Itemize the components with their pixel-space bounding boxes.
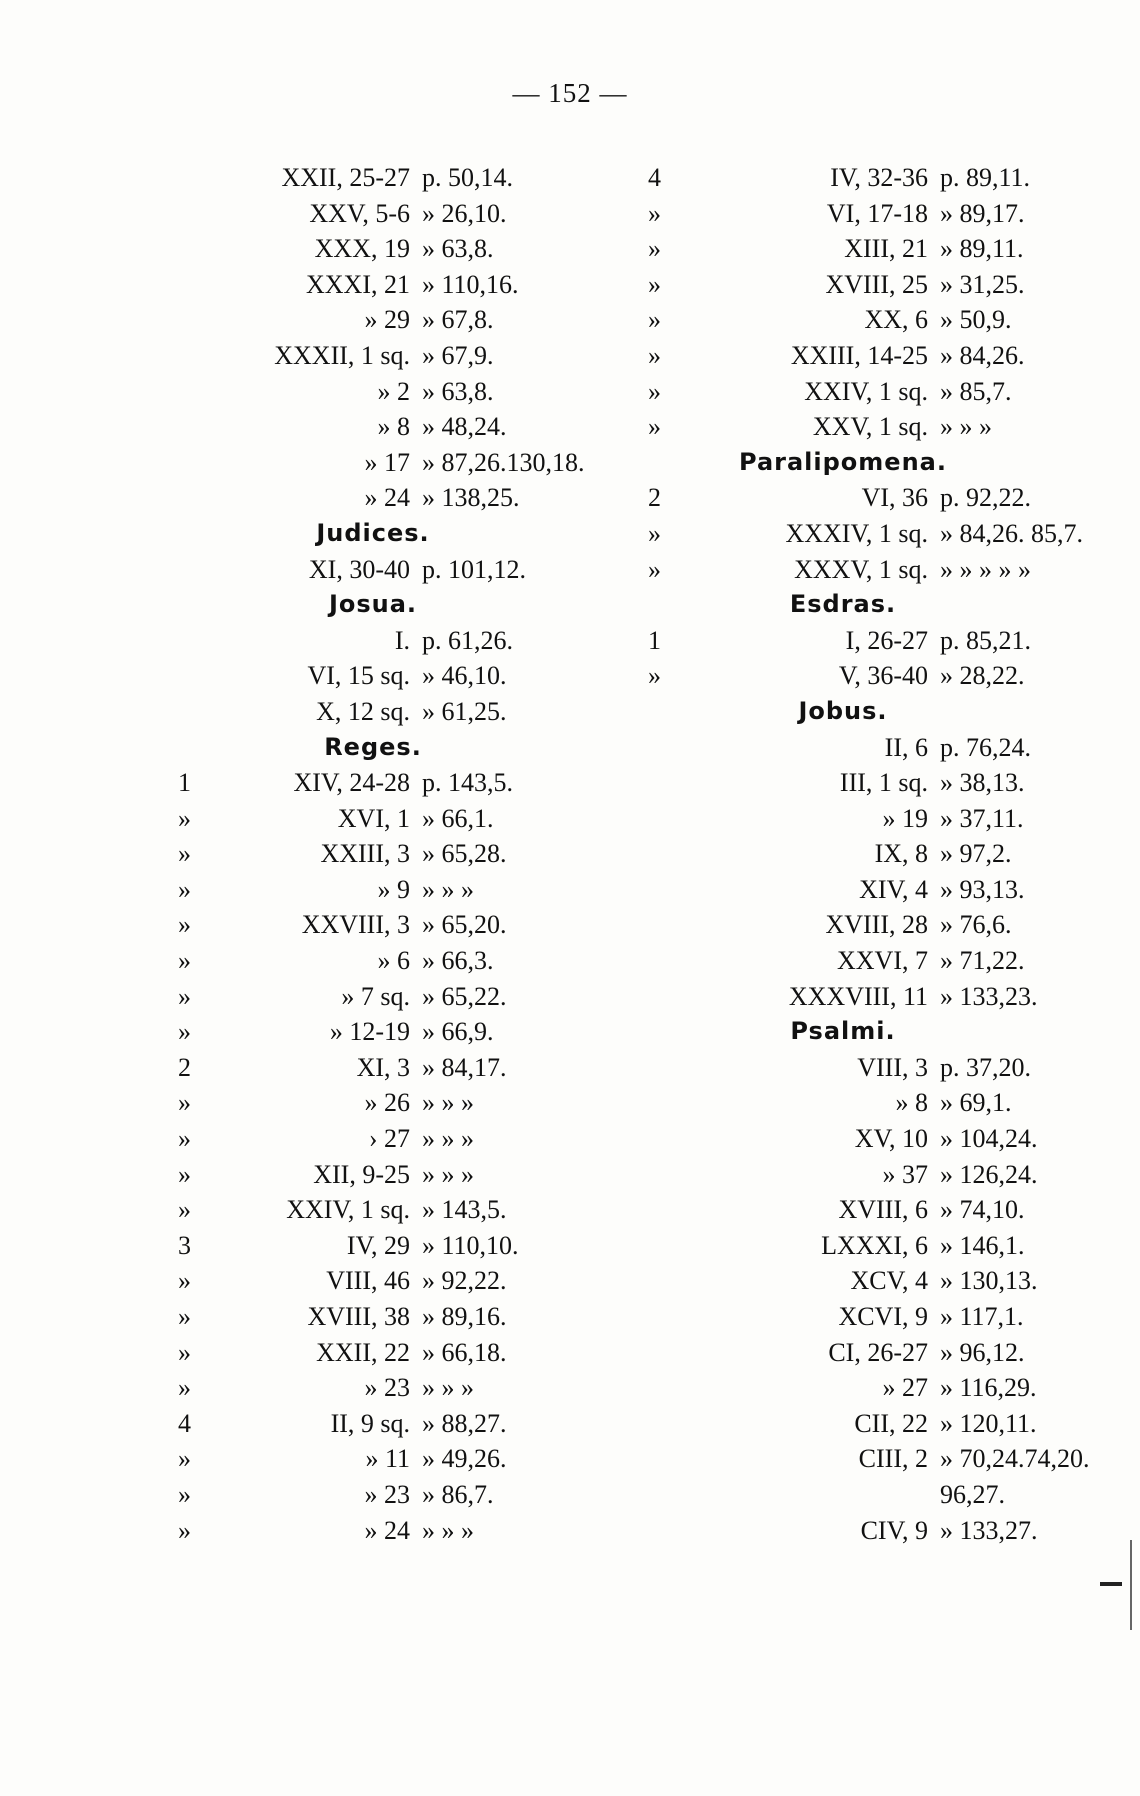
chapter-verse-ref: XXXI, 21 bbox=[306, 269, 410, 299]
chapter-verse-ref: LXXXI, 6 bbox=[821, 1230, 928, 1260]
page-reference: » 65,28. bbox=[422, 839, 507, 869]
book-number: 4 bbox=[178, 1408, 191, 1438]
book-number: » bbox=[178, 1337, 191, 1367]
page-reference: » 67,9. bbox=[422, 340, 494, 370]
index-entry bbox=[648, 623, 1108, 659]
page-reference: » » » bbox=[940, 412, 992, 442]
index-entry bbox=[178, 1299, 608, 1335]
index-entry bbox=[178, 943, 608, 979]
chapter-verse-ref: VI, 17-18 bbox=[826, 198, 928, 228]
index-entry bbox=[648, 1085, 1108, 1121]
book-number: » bbox=[648, 518, 661, 548]
index-entry bbox=[648, 409, 1108, 445]
chapter-verse-ref: › 27 bbox=[368, 1124, 410, 1154]
chapter-verse-ref: CIV, 9 bbox=[860, 1515, 928, 1545]
chapter-verse-ref: II, 6 bbox=[884, 732, 928, 762]
book-number: 1 bbox=[178, 768, 191, 798]
chapter-verse-ref: » 9 bbox=[377, 874, 410, 904]
index-entry bbox=[648, 480, 1108, 516]
chapter-verse-ref: CIII, 2 bbox=[858, 1444, 928, 1474]
index-entry bbox=[648, 267, 1108, 303]
index-entry bbox=[648, 765, 1108, 801]
chapter-verse-ref: IX, 8 bbox=[874, 839, 928, 869]
chapter-verse-ref: XXIII, 14-25 bbox=[790, 340, 928, 370]
chapter-verse-ref: » 2 bbox=[377, 376, 410, 406]
chapter-verse-ref: XVIII, 28 bbox=[825, 910, 928, 940]
index-entry bbox=[648, 943, 1108, 979]
index-entry bbox=[178, 302, 608, 338]
page-reference: p. 92,22. bbox=[940, 483, 1031, 513]
index-entry bbox=[648, 374, 1108, 410]
page-reference: » 85,7. bbox=[940, 376, 1012, 406]
index-entry bbox=[178, 374, 608, 410]
chapter-verse-ref: » 8 bbox=[377, 412, 410, 442]
page-reference: » 116,29. bbox=[940, 1373, 1037, 1403]
page-reference: » 65,20. bbox=[422, 910, 507, 940]
index-entry bbox=[648, 658, 1108, 694]
index-entry bbox=[178, 338, 608, 374]
chapter-verse-ref: X, 12 sq. bbox=[316, 696, 410, 726]
page-reference: » 67,8. bbox=[422, 305, 494, 335]
chapter-verse-ref: XVIII, 6 bbox=[838, 1195, 928, 1225]
page-reference: » » » » » bbox=[940, 554, 1031, 584]
chapter-verse-ref: XXXV, 1 sq. bbox=[794, 554, 928, 584]
page-reference: » » » bbox=[422, 1373, 474, 1403]
index-entry bbox=[178, 658, 608, 694]
index-entry bbox=[178, 1370, 608, 1406]
page-reference: » 126,24. bbox=[940, 1159, 1038, 1189]
page-reference: » » » bbox=[422, 1124, 474, 1154]
index-entry bbox=[648, 1228, 1108, 1264]
index-entry bbox=[648, 552, 1108, 588]
chapter-verse-ref: IV, 29 bbox=[346, 1230, 410, 1260]
index-entry bbox=[178, 1335, 608, 1371]
page-reference: » 65,22. bbox=[422, 981, 507, 1011]
chapter-verse-ref: XI, 3 bbox=[356, 1052, 410, 1082]
page-reference: » 110,16. bbox=[422, 269, 519, 299]
book-number: » bbox=[648, 305, 661, 335]
index-entry bbox=[178, 1228, 608, 1264]
book-number: » bbox=[178, 1444, 191, 1474]
chapter-verse-ref: IV, 32-36 bbox=[830, 163, 928, 192]
chapter-verse-ref: XXV, 5-6 bbox=[309, 198, 410, 228]
book-number: » bbox=[648, 234, 661, 264]
chapter-verse-ref: I, 26-27 bbox=[845, 625, 928, 655]
page-reference: » » » bbox=[422, 874, 474, 904]
chapter-verse-ref: » 12-19 bbox=[329, 1017, 410, 1047]
page-reference: p. 76,24. bbox=[940, 732, 1031, 762]
index-entry bbox=[178, 907, 608, 943]
book-number: » bbox=[178, 1159, 191, 1189]
index-entry bbox=[648, 836, 1108, 872]
page-reference: » 71,22. bbox=[940, 946, 1025, 976]
chapter-verse-ref: XV, 10 bbox=[854, 1124, 928, 1154]
book-number: » bbox=[178, 1195, 191, 1225]
index-entry bbox=[648, 302, 1108, 338]
index-entry bbox=[178, 765, 608, 801]
book-number: » bbox=[648, 340, 661, 370]
page-reference: p. 143,5. bbox=[422, 768, 513, 798]
chapter-verse-ref: XXV, 1 sq. bbox=[812, 412, 928, 442]
index-entry bbox=[648, 872, 1108, 908]
chapter-verse-ref: XCV, 4 bbox=[850, 1266, 928, 1296]
chapter-verse-ref: XIV, 24-28 bbox=[293, 768, 410, 798]
chapter-verse-ref: V, 36-40 bbox=[838, 661, 928, 691]
chapter-verse-ref: XVIII, 25 bbox=[825, 269, 928, 299]
chapter-verse-ref: XVI, 1 bbox=[337, 803, 410, 833]
chapter-verse-ref: » 29 bbox=[364, 305, 410, 335]
chapter-verse-ref: XXVI, 7 bbox=[837, 946, 928, 976]
page-reference: » 146,1. bbox=[940, 1230, 1025, 1260]
index-entry bbox=[178, 1263, 608, 1299]
page-reference: » 89,17. bbox=[940, 198, 1025, 228]
page-reference: » 66,3. bbox=[422, 946, 494, 976]
page-reference: p. 89,11. bbox=[940, 163, 1031, 192]
chapter-verse-ref: » 27 bbox=[882, 1373, 928, 1403]
page-reference: » 28,22. bbox=[940, 661, 1025, 691]
index-entry bbox=[178, 979, 608, 1015]
chapter-verse-ref: » 24 bbox=[364, 1515, 410, 1545]
section-heading: Paralipomena. bbox=[739, 447, 947, 476]
page-reference: » 110,10. bbox=[422, 1230, 519, 1260]
scan-edge-line bbox=[1130, 1540, 1132, 1630]
page-reference: » 31,25. bbox=[940, 269, 1025, 299]
index-entry bbox=[648, 1370, 1108, 1406]
book-number: » bbox=[178, 874, 191, 904]
index-entry bbox=[648, 338, 1108, 374]
index-entry bbox=[648, 1477, 1108, 1513]
chapter-verse-ref: » 23 bbox=[364, 1479, 410, 1509]
chapter-verse-ref: CII, 22 bbox=[854, 1408, 928, 1438]
chapter-verse-ref: » 19 bbox=[882, 803, 928, 833]
book-number: » bbox=[648, 412, 661, 442]
scan-margin-mark bbox=[1100, 1582, 1122, 1586]
left-index-column bbox=[178, 160, 608, 1548]
book-number: » bbox=[648, 661, 661, 691]
page-reference: p. 85,21. bbox=[940, 625, 1031, 655]
page-reference: » 63,8. bbox=[422, 376, 494, 406]
index-entry bbox=[648, 231, 1108, 267]
chapter-verse-ref: XIII, 21 bbox=[844, 234, 928, 264]
chapter-verse-ref: XXIV, 1 sq. bbox=[804, 376, 928, 406]
page-reference: » 74,10. bbox=[940, 1195, 1025, 1225]
chapter-verse-ref: » 11 bbox=[365, 1444, 410, 1474]
index-entry bbox=[178, 160, 608, 196]
book-number: » bbox=[178, 803, 191, 833]
index-entry bbox=[178, 836, 608, 872]
chapter-verse-ref: » 17 bbox=[364, 447, 410, 477]
page-reference: » 117,1. bbox=[940, 1302, 1024, 1331]
page-reference: » 46,10. bbox=[422, 661, 507, 691]
page-reference: » 130,13. bbox=[940, 1266, 1038, 1296]
page-reference: » 133,27. bbox=[940, 1515, 1038, 1545]
section-heading: Reges. bbox=[324, 732, 422, 761]
index-entry bbox=[178, 445, 608, 481]
chapter-verse-ref: XCVI, 9 bbox=[838, 1302, 928, 1331]
index-entry bbox=[648, 1513, 1108, 1549]
chapter-verse-ref: I. bbox=[394, 625, 410, 655]
index-entry bbox=[178, 231, 608, 267]
section-heading: Jobus. bbox=[798, 696, 888, 725]
page-reference: » » » bbox=[422, 1088, 474, 1118]
chapter-verse-ref: XX, 6 bbox=[864, 305, 928, 335]
page-reference: » 66,18. bbox=[422, 1337, 507, 1367]
book-number: 4 bbox=[648, 163, 661, 192]
chapter-verse-ref: VIII, 3 bbox=[857, 1052, 928, 1082]
index-entry bbox=[178, 409, 608, 445]
page-reference: » 61,25. bbox=[422, 696, 507, 726]
chapter-verse-ref: XXIV, 1 sq. bbox=[286, 1195, 410, 1225]
chapter-verse-ref: VI, 36 bbox=[861, 483, 928, 513]
page-reference: » 49,26. bbox=[422, 1444, 507, 1474]
book-number: » bbox=[178, 1088, 191, 1118]
section-heading: Psalmi. bbox=[790, 1017, 896, 1046]
book-number: 2 bbox=[178, 1052, 191, 1082]
page-reference: » 86,7. bbox=[422, 1479, 494, 1509]
page-number: — 152 — bbox=[512, 78, 628, 108]
index-entry bbox=[178, 623, 608, 659]
page-reference: » 89,11. bbox=[940, 234, 1024, 264]
index-entry bbox=[178, 1406, 608, 1442]
chapter-verse-ref: VI, 15 sq. bbox=[307, 661, 410, 691]
book-number: 2 bbox=[648, 483, 661, 513]
page-reference: » 63,8. bbox=[422, 234, 494, 264]
page-reference: » 93,13. bbox=[940, 874, 1025, 904]
index-entry bbox=[178, 267, 608, 303]
index-entry bbox=[178, 552, 608, 588]
index-entry bbox=[178, 480, 608, 516]
page-reference: p. 50,14. bbox=[422, 163, 513, 192]
index-entry bbox=[178, 1441, 608, 1477]
page-reference: p. 101,12. bbox=[422, 554, 526, 584]
chapter-verse-ref: XIV, 4 bbox=[859, 874, 928, 904]
book-number: » bbox=[178, 1373, 191, 1403]
section-heading: Judices. bbox=[316, 518, 430, 547]
page-reference: » 96,12. bbox=[940, 1337, 1025, 1367]
page-reference: » 48,24. bbox=[422, 412, 507, 442]
page-reference: » 138,25. bbox=[422, 483, 520, 513]
index-entry bbox=[648, 730, 1108, 766]
chapter-verse-ref: XXII, 25-27 bbox=[281, 163, 410, 192]
index-entry bbox=[648, 1299, 1108, 1335]
page-reference: » 104,24. bbox=[940, 1124, 1038, 1154]
page-reference: » » » bbox=[422, 1515, 474, 1545]
chapter-verse-ref: » 26 bbox=[364, 1088, 410, 1118]
index-entry bbox=[178, 1477, 608, 1513]
book-number: » bbox=[648, 554, 661, 584]
section-heading: Esdras. bbox=[789, 590, 897, 619]
index-entry bbox=[178, 694, 608, 730]
book-number: » bbox=[178, 1017, 191, 1047]
page-reference: » 133,23. bbox=[940, 981, 1038, 1011]
chapter-verse-ref: CI, 26-27 bbox=[828, 1337, 928, 1367]
index-entry bbox=[648, 907, 1108, 943]
index-entry bbox=[648, 1335, 1108, 1371]
index-entry bbox=[178, 1085, 608, 1121]
page-reference: » 84,26. 85,7. bbox=[940, 518, 1083, 548]
chapter-verse-ref: XXX, 19 bbox=[314, 234, 410, 264]
index-entry bbox=[178, 801, 608, 837]
book-number: » bbox=[178, 1302, 191, 1331]
page-reference: » 92,22. bbox=[422, 1266, 507, 1296]
page-reference: » 37,11. bbox=[940, 803, 1024, 833]
index-entry bbox=[648, 516, 1108, 552]
chapter-verse-ref: » 8 bbox=[895, 1088, 928, 1118]
book-number: » bbox=[178, 1124, 191, 1154]
chapter-verse-ref: XXIII, 3 bbox=[320, 839, 410, 869]
index-entry bbox=[178, 1014, 608, 1050]
chapter-verse-ref: XXXVIII, 11 bbox=[788, 981, 928, 1011]
index-entry bbox=[648, 1192, 1108, 1228]
chapter-verse-ref: » 37 bbox=[882, 1159, 928, 1189]
chapter-verse-ref: » 23 bbox=[364, 1373, 410, 1403]
index-entry bbox=[648, 801, 1108, 837]
page-reference: » 87,26.130,18. bbox=[422, 447, 585, 477]
page-reference: » 88,27. bbox=[422, 1408, 507, 1438]
page-reference: » 50,9. bbox=[940, 305, 1012, 335]
book-number: » bbox=[178, 981, 191, 1011]
index-entry bbox=[178, 1157, 608, 1193]
page-reference: » 66,9. bbox=[422, 1017, 494, 1047]
chapter-verse-ref: » 6 bbox=[377, 946, 410, 976]
right-index-column bbox=[648, 160, 1108, 1548]
section-heading: Josua. bbox=[328, 590, 418, 619]
index-entry bbox=[648, 1406, 1108, 1442]
index-entry bbox=[648, 1157, 1108, 1193]
index-entry bbox=[178, 1121, 608, 1157]
page-reference: p. 37,20. bbox=[940, 1052, 1031, 1082]
page-reference: » 69,1. bbox=[940, 1088, 1012, 1118]
index-entry bbox=[648, 1121, 1108, 1157]
index-entry bbox=[648, 196, 1108, 232]
book-number: » bbox=[178, 1266, 191, 1296]
book-number: » bbox=[178, 839, 191, 869]
page-reference: » 66,1. bbox=[422, 803, 494, 833]
index-entry bbox=[648, 1263, 1108, 1299]
book-number: 1 bbox=[648, 625, 661, 655]
page-reference: » 70,24.74,20. bbox=[940, 1444, 1090, 1474]
book-number: » bbox=[178, 1515, 191, 1545]
book-number: » bbox=[178, 1479, 191, 1509]
index-entry bbox=[648, 1050, 1108, 1086]
chapter-verse-ref: XVIII, 38 bbox=[307, 1302, 410, 1331]
page-reference: » 76,6. bbox=[940, 910, 1012, 940]
chapter-verse-ref: » 7 sq. bbox=[341, 981, 410, 1011]
chapter-verse-ref: XI, 30-40 bbox=[308, 554, 410, 584]
index-entry bbox=[648, 979, 1108, 1015]
page-reference: » 89,16. bbox=[422, 1302, 507, 1331]
book-number: » bbox=[178, 910, 191, 940]
chapter-verse-ref: XXVIII, 3 bbox=[301, 910, 410, 940]
chapter-verse-ref: II, 9 sq. bbox=[330, 1408, 410, 1438]
chapter-verse-ref: XXXIV, 1 sq. bbox=[785, 518, 928, 548]
index-entry bbox=[178, 1050, 608, 1086]
page-reference: » 84,17. bbox=[422, 1052, 507, 1082]
index-entry bbox=[178, 1513, 608, 1549]
chapter-verse-ref: XXXII, 1 sq. bbox=[274, 340, 410, 370]
page-reference: 96,27. bbox=[940, 1479, 1005, 1509]
index-entry bbox=[178, 1192, 608, 1228]
index-entry bbox=[178, 196, 608, 232]
chapter-verse-ref: III, 1 sq. bbox=[839, 768, 928, 798]
page-reference: » 143,5. bbox=[422, 1195, 507, 1225]
page-reference: » 26,10. bbox=[422, 198, 507, 228]
book-number: » bbox=[178, 946, 191, 976]
page-reference: » » » bbox=[422, 1159, 474, 1189]
page-reference: » 97,2. bbox=[940, 839, 1012, 869]
book-number: » bbox=[648, 198, 661, 228]
book-number: 3 bbox=[178, 1230, 191, 1260]
page-reference: » 84,26. bbox=[940, 340, 1025, 370]
index-entry bbox=[178, 872, 608, 908]
book-number: » bbox=[648, 269, 661, 299]
page-reference: » 38,13. bbox=[940, 768, 1025, 798]
index-entry bbox=[648, 1441, 1108, 1477]
chapter-verse-ref: VIII, 46 bbox=[326, 1266, 410, 1296]
book-number: » bbox=[648, 376, 661, 406]
page-reference: p. 61,26. bbox=[422, 625, 513, 655]
chapter-verse-ref: » 24 bbox=[364, 483, 410, 513]
index-entry bbox=[648, 160, 1108, 196]
page-reference: » 120,11. bbox=[940, 1408, 1037, 1438]
chapter-verse-ref: XII, 9-25 bbox=[313, 1159, 410, 1189]
chapter-verse-ref: XXII, 22 bbox=[316, 1337, 410, 1367]
